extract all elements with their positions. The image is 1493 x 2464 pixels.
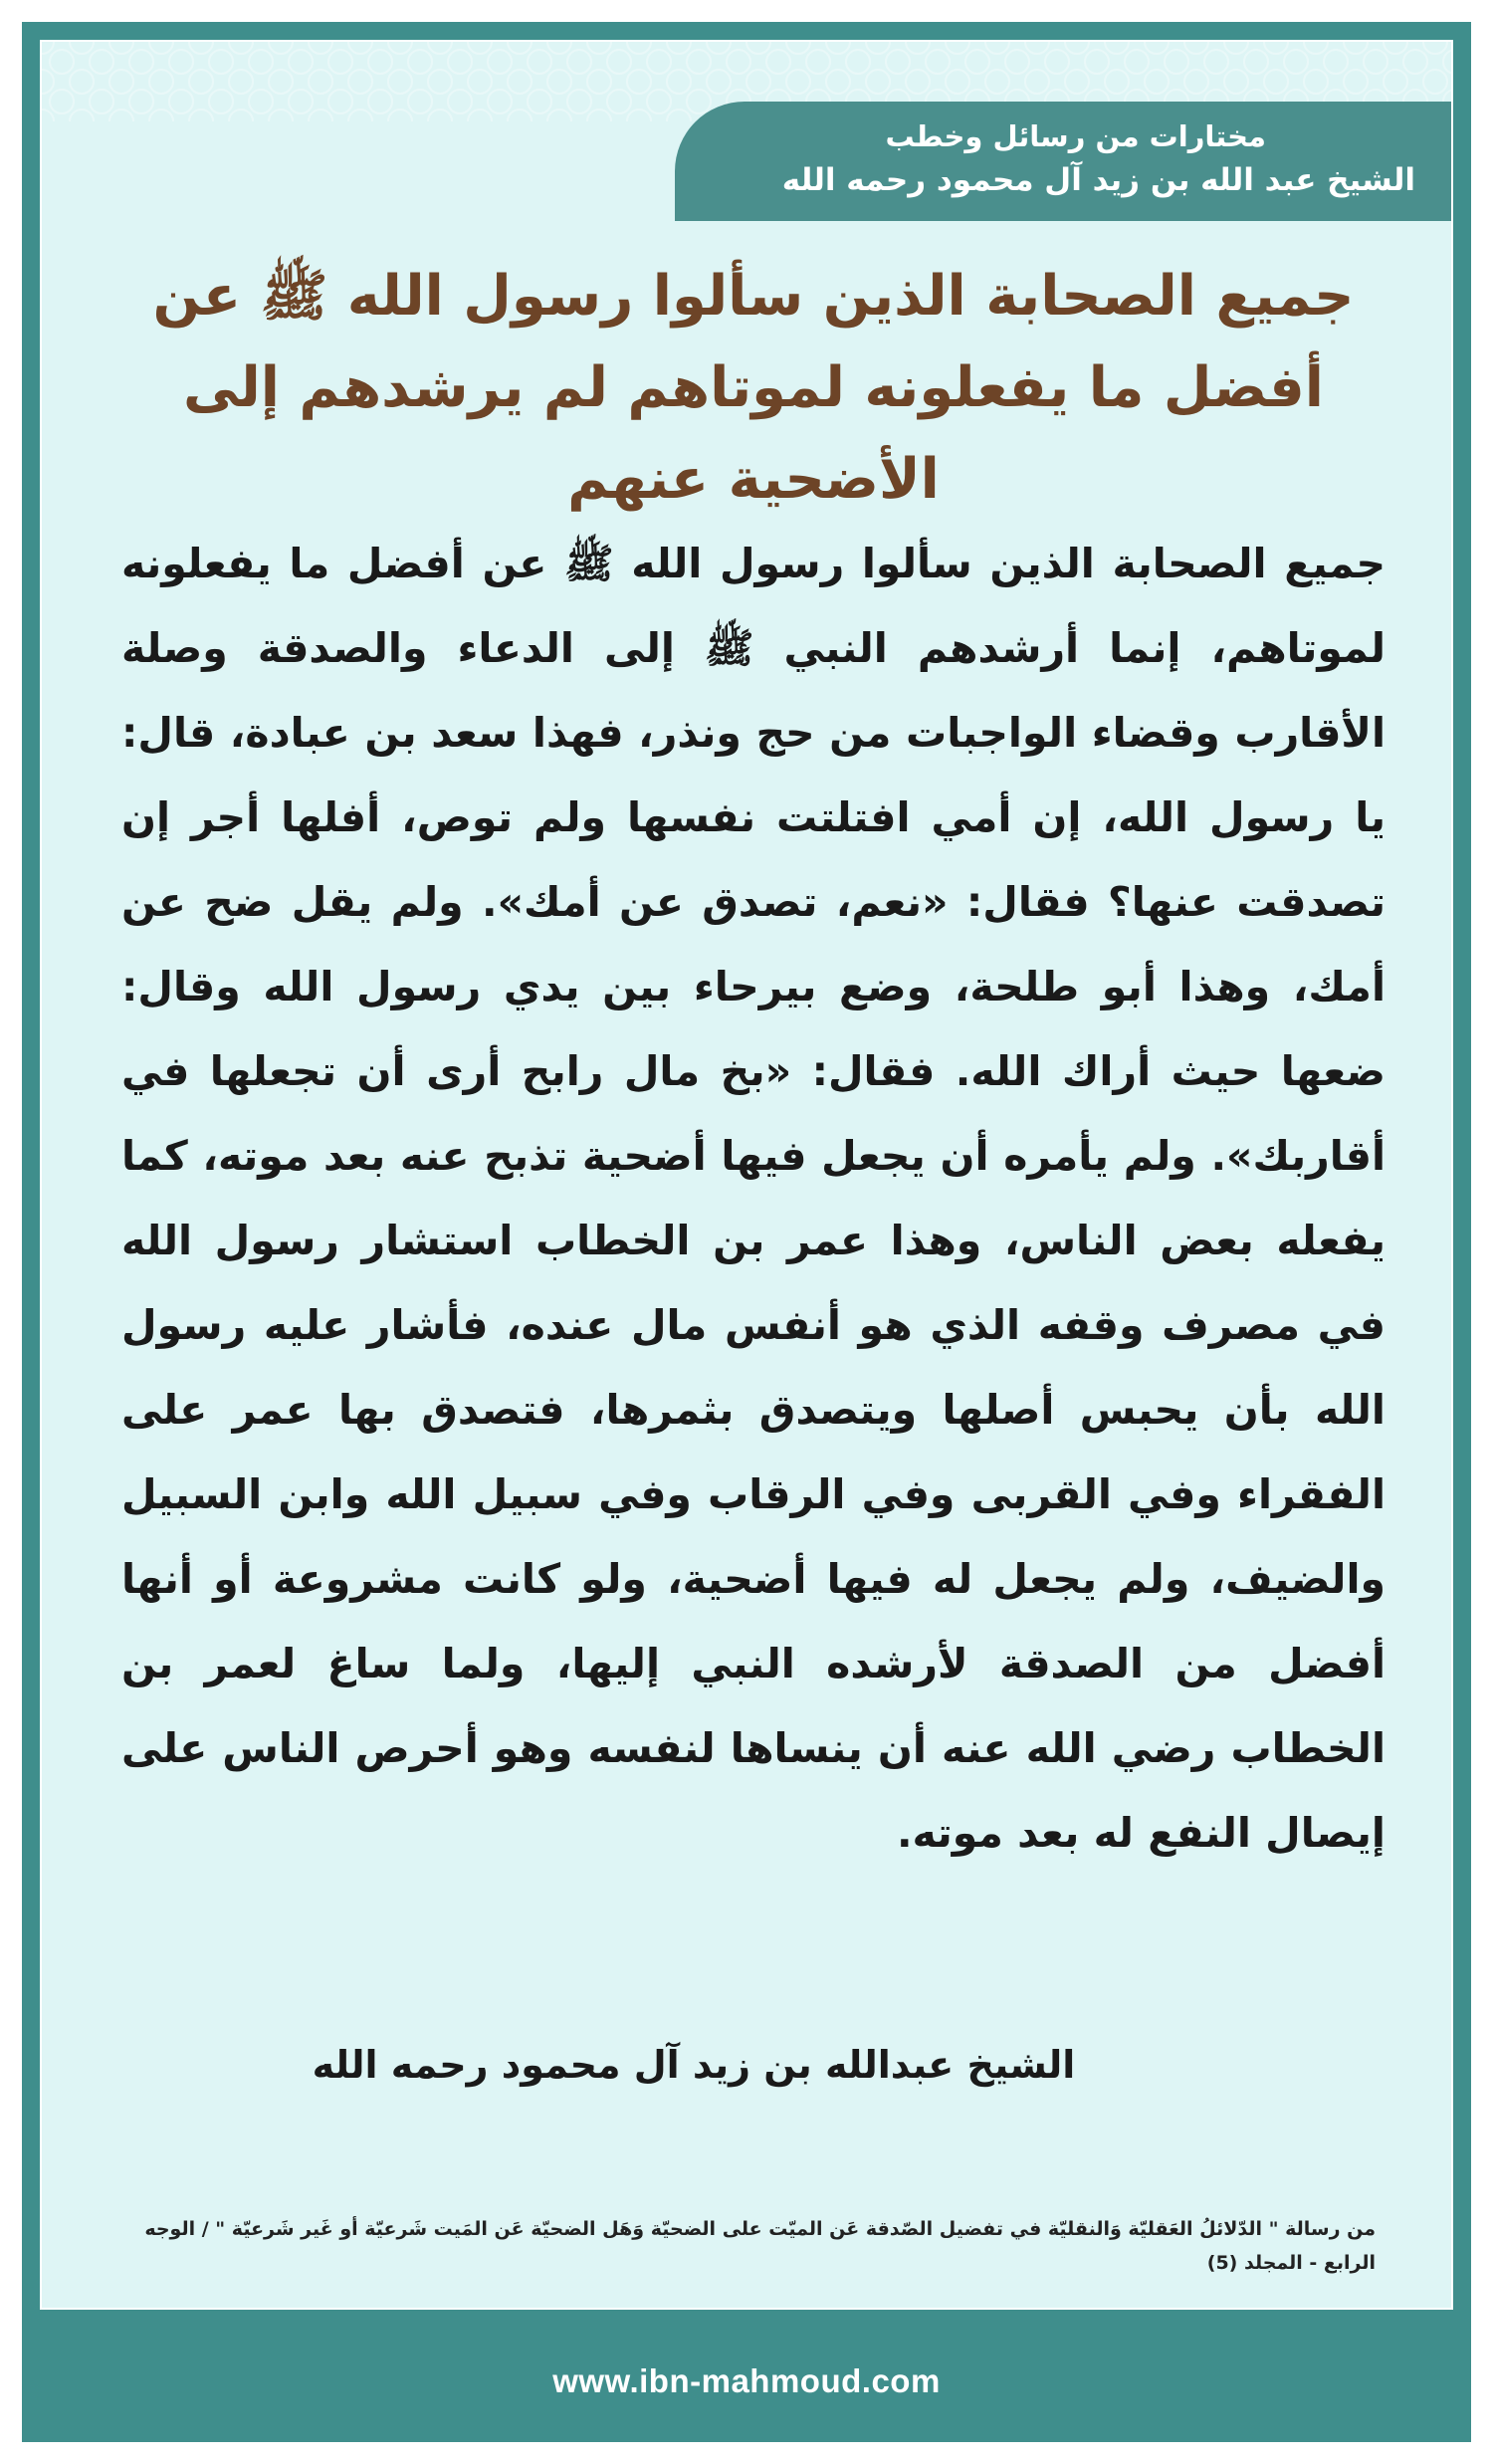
article-body: جميع الصحابة الذين سألوا رسول الله ﷺ عن أفضل ما يفعلونه لموتاهم، إنما أرشدهم النبي ﷺ إلى الدعاء والصدقة وصلة الأقارب وقضاء الواجبات من حج ونذر، فهذا سعد بن عبادة، قال: يا رسول الله، إن أمي افتلتت نفسها ولم توص، أفلها أجر إن تصدقت عنها؟ فقال: «نعم، تصدق عن أمك». ولم يقل ضح عن أمك، وهذا أبو طلحة، وضع بيرحاء بين يدي رسول الله وقال: ضعها حيث أراك الله. فقال: «بخ مال رابح أرى أن تجعلها في أقاربك». ولم يأمره أن يجعل فيها أضحية تذبح عنه بعد موته، كما يفعله بعض الناس، وهذا عمر بن الخطاب استشار رسول الله في مصرف وقفه الذي هو أنفس مال عنده، فأشار عليه رسول الله بأن يحبس أصلها ويتصدق بثمرها، فتصدق بها عمر على الفقراء وفي القربى وفي الرقاب وفي سبيل الله وابن السبيل والضيف، ولم يجعل له فيها أضحية، ولو كانت مشروعة أو أنها أفضل من الصدقة لأرشده النبي إليها، ولما ساغ لعمر بن الخطاب رضي الله عنه أن ينساها لنفسه وهو أحرص الناس على إيصال النفع له بعد موته. — [121, 540, 1386, 1857]
article-title: جميع الصحابة الذين سألوا رسول الله ﷺ عن أفضل ما يفعلونه لموتاهم لم يرشدهم إلى الأضحية عنهم — [152, 264, 1355, 512]
source-citation: من رسالة " الدّلائلُ العَقليّة وَالنقليّة في تفضيل الصّدقة عَن الميّت على الضحيّة وَهَل الضحيّة عَن المَيت شَرعيّة أو غَير شَرعيّة " / الوجه الرابع - المجلد (5) — [144, 2218, 1376, 2274]
source-author: الشيخ عبد الله بن زيد آل محمود رحمه الله — [781, 162, 1415, 198]
content-panel — [40, 40, 1453, 2310]
website-link[interactable]: www.ibn-mahmoud.com — [552, 2362, 941, 2399]
author-signature: الشيخ عبدالله بن زيد آل محمود رحمه الله — [312, 2043, 1076, 2087]
source-tab — [675, 102, 1451, 221]
page-frame — [22, 22, 1471, 2442]
source-series: مختارات من رسائل وخطب — [885, 119, 1266, 153]
